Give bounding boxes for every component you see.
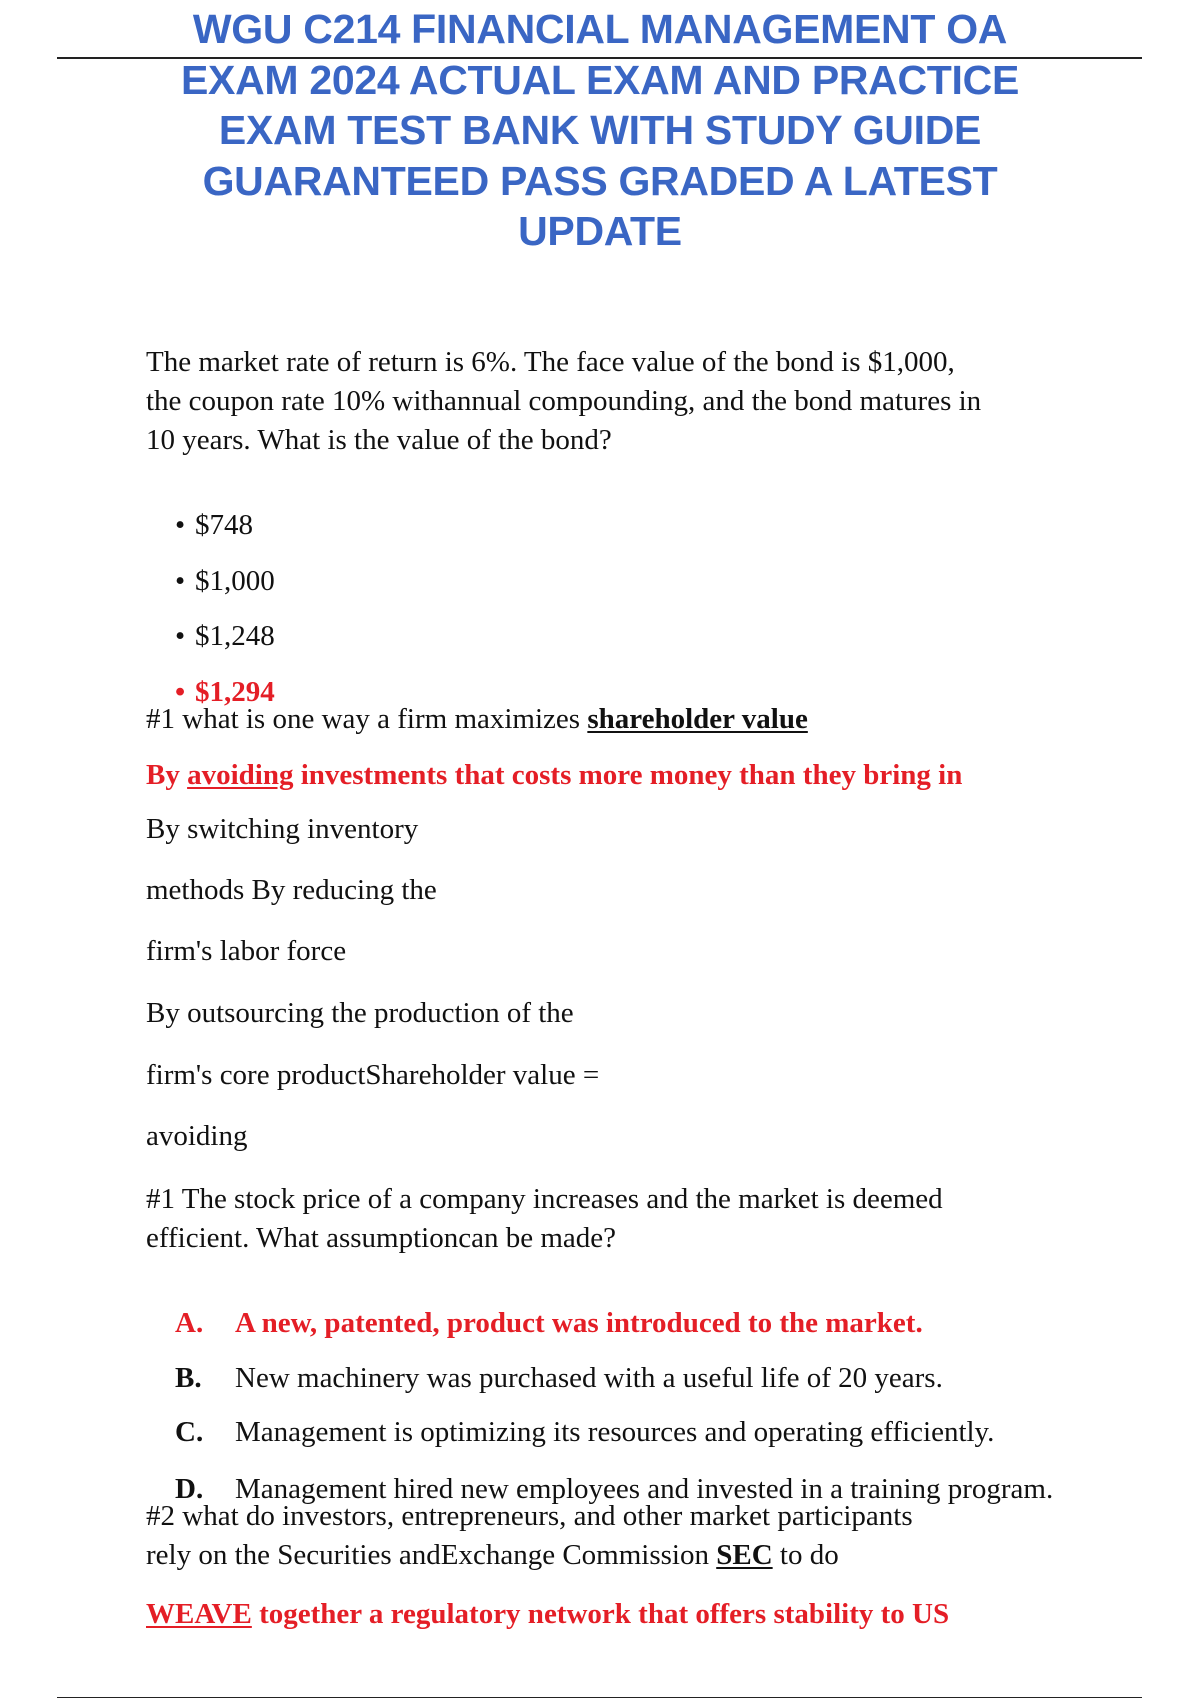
q2-answer-text: By [146, 759, 188, 791]
bullet-icon: • [175, 565, 186, 597]
q1-option-text: $748 [195, 509, 253, 541]
q4-stem-text: rely on the Securities andExchange Commission [146, 1539, 717, 1571]
q2-distractor-line: By switching inventory [146, 813, 419, 845]
bullet-icon: • [175, 509, 186, 541]
title-line: EXAM 2024 ACTUAL EXAM AND PRACTICE [180, 56, 1019, 103]
q2-prompt-text: #1 what is one way a firm maximizes [146, 703, 588, 735]
q2-prompt [146, 705, 808, 734]
q3-option-text: Management is optimizing its resources and operating efficiently. [235, 1416, 995, 1448]
q1-stem-line: the coupon rate 10% withannual compounding, and the bond matures in [146, 385, 982, 417]
q4-keyword: SEC [716, 1539, 773, 1571]
q3-option-text: A new, patented, product was introduced to the market. [235, 1307, 923, 1339]
q4-stem-line: #2 what do investors, entrepreneurs, and other market participants [146, 1500, 913, 1532]
q4-answer-text: together a regulatory network that offers stability to US [251, 1598, 950, 1630]
option-letter: D. [175, 1473, 204, 1505]
q2-keyword: shareholder value [587, 703, 808, 735]
bullet-icon: • [175, 620, 186, 652]
footer-rule [57, 1697, 1142, 1698]
q1-stem-line: The market rate of return is 6%. The face value of the bond is $1,000, [146, 346, 955, 378]
option-letter: A. [175, 1307, 204, 1339]
q2-answer-text: investments that costs more money than they bring in [293, 759, 963, 791]
title-line: EXAM TEST BANK WITH STUDY GUIDE [218, 107, 982, 153]
q1-option-text: $1,000 [195, 565, 275, 597]
q2-distractor-line: firm's labor force [146, 935, 347, 967]
title-line: GUARANTEED PASS GRADED A LATEST [202, 157, 998, 204]
q4-stem-text: to do [772, 1539, 839, 1571]
q1-option-text: $1,294 [195, 676, 275, 708]
q2-answer-keyword: avoiding [187, 759, 294, 791]
q2-distractor-line: methods By reducing the [146, 874, 437, 906]
q2-distractor-line: By outsourcing the production of the [146, 997, 574, 1029]
document-title [100, 4, 1100, 257]
q3-option-text: New machinery was purchased with a useful life of 20 years. [235, 1362, 943, 1394]
q2-distractor-line: firm's core productShareholder value = [146, 1059, 600, 1091]
q2-distractor-line: avoiding [146, 1120, 248, 1152]
q4-stem-line [146, 1541, 839, 1570]
q3-option-text: Management hired new employees and invested in a training program. [235, 1473, 1054, 1505]
bullet-icon: • [175, 676, 186, 708]
title-line: UPDATE [518, 208, 682, 254]
q3-stem-line: #1 The stock price of a company increases and the market is deemed [146, 1183, 943, 1215]
q4-answer-keyword: WEAVE [146, 1598, 252, 1630]
q1-option-text: $1,248 [195, 620, 275, 652]
option-letter: B. [175, 1362, 202, 1394]
title-line: WGU C214 FINANCIAL MANAGEMENT OA [192, 6, 1008, 52]
q2-answer [146, 761, 962, 790]
q4-answer [146, 1600, 949, 1629]
option-letter: C. [175, 1416, 204, 1448]
q3-stem-line: efficient. What assumptioncan be made? [146, 1222, 617, 1254]
q1-stem-line: 10 years. What is the value of the bond? [146, 424, 612, 456]
